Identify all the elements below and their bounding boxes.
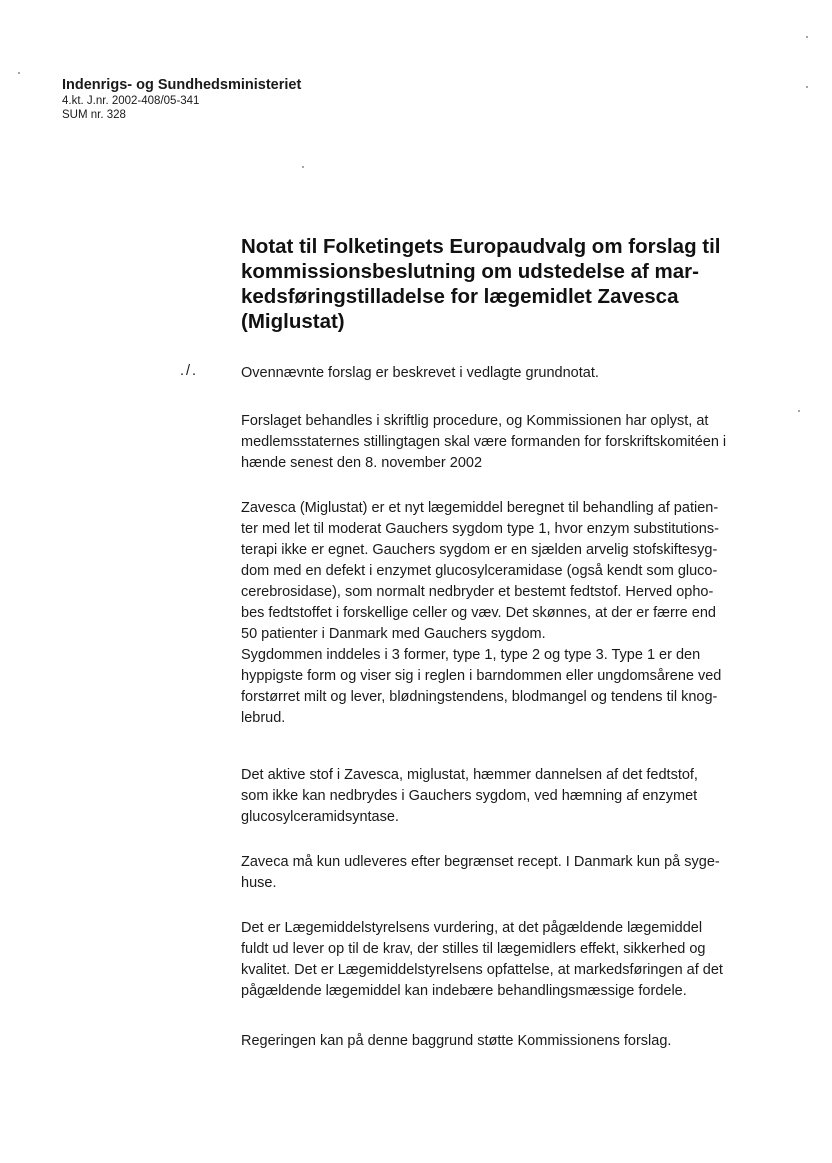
- text-line: Zaveca må kun udleveres efter begrænset recept. I Danmark kun på syge-: [241, 854, 720, 870]
- text-line: Forslaget behandles i skriftlig procedure, og Kommissionen har oplyst, at: [241, 413, 709, 429]
- text-line: pågældende lægemiddel kan indebære behandlingsmæssige fordele.: [241, 983, 687, 999]
- paragraph-prescription: [241, 852, 756, 894]
- document-title: [241, 234, 761, 334]
- scan-speck: [798, 410, 800, 412]
- text-line: kvalitet. Det er Lægemiddelstyrelsens opfattelse, at markedsføringen af det: [241, 962, 723, 978]
- text-line: Notat til Folketingets Europaudvalg om forslag til: [241, 235, 721, 258]
- scan-speck: [18, 72, 20, 74]
- enclosure-mark: ./.: [180, 363, 199, 379]
- text-line: kommissionsbeslutning om udstedelse af mar-: [241, 260, 699, 283]
- text-line: dom med en defekt i enzymet glucosylceramidase (også kendt som gluco-: [241, 563, 718, 579]
- text-line: bes fedtstoffet i forskellige celler og væv. Det skønnes, at der er færre end: [241, 605, 716, 621]
- paragraph-procedure: [241, 411, 756, 474]
- text-line: huse.: [241, 875, 277, 891]
- paragraph-active-substance: [241, 765, 756, 828]
- text-line: 50 patienter i Danmark med Gauchers sygdom.: [241, 626, 546, 642]
- paragraph-government-position: [241, 1031, 756, 1052]
- text-line: medlemsstaternes stillingtagen skal være formanden for forskriftskomitéen i: [241, 434, 727, 450]
- text-line: som ikke kan nedbrydes i Gauchers sygdom, ved hæmning af enzymet: [241, 788, 698, 804]
- paragraph-assessment: [241, 918, 756, 1002]
- text-line: Zavesca (Miglustat) er et nyt lægemiddel beregnet til behandling af patien-: [241, 500, 719, 516]
- text-line: fuldt ud lever op til de krav, der stilles til lægemidlers effekt, sikkerhed og: [241, 941, 706, 957]
- text-line: cerebrosidase), som normalt nedbryder et bestemt fedtstof. Herved opho-: [241, 584, 714, 600]
- text-line: terapi ikke er egnet. Gauchers sygdom er en sjælden arvelig stofskiftesyg-: [241, 542, 718, 558]
- letterhead: [62, 76, 382, 122]
- text-line: Regeringen kan på denne baggrund støtte Kommissionens forslag.: [241, 1033, 672, 1049]
- text-line: (Miglustat): [241, 310, 345, 333]
- paragraph-grundnotat: [241, 363, 756, 384]
- scan-speck: [806, 36, 808, 38]
- sum-reference: SUM nr. 328: [62, 109, 126, 121]
- text-line: hyppigste form og viser sig i reglen i barndommen eller ungdomsårene ved: [241, 668, 722, 684]
- text-line: Det aktive stof i Zavesca, miglustat, hæmmer dannelsen af det fedtstof,: [241, 767, 698, 783]
- text-line: lebrud.: [241, 710, 286, 726]
- text-line: glucosylceramidsyntase.: [241, 809, 399, 825]
- text-line: forstørret milt og lever, blødningstendens, blodmangel og tendens til knog-: [241, 689, 718, 705]
- text-line: hænde senest den 8. november 2002: [241, 455, 483, 471]
- scan-speck: [806, 86, 808, 88]
- journal-reference: 4.kt. J.nr. 2002-408/05-341: [62, 95, 200, 107]
- text-line: Det er Lægemiddelstyrelsens vurdering, at det pågældende lægemiddel: [241, 920, 703, 936]
- text-line: Ovennævnte forslag er beskrevet i vedlagte grundnotat.: [241, 365, 599, 381]
- ministry-name: Indenrigs- og Sundhedsministeriet: [62, 77, 302, 93]
- paragraph-zavesca-description: [241, 498, 756, 729]
- text-line: Sygdommen inddeles i 3 former, type 1, type 2 og type 3. Type 1 er den: [241, 647, 701, 663]
- text-line: ter med let til moderat Gauchers sygdom type 1, hvor enzym substitutions-: [241, 521, 719, 537]
- text-line: kedsføringstilladelse for lægemidlet Zavesca: [241, 285, 679, 308]
- scan-speck: [302, 166, 304, 168]
